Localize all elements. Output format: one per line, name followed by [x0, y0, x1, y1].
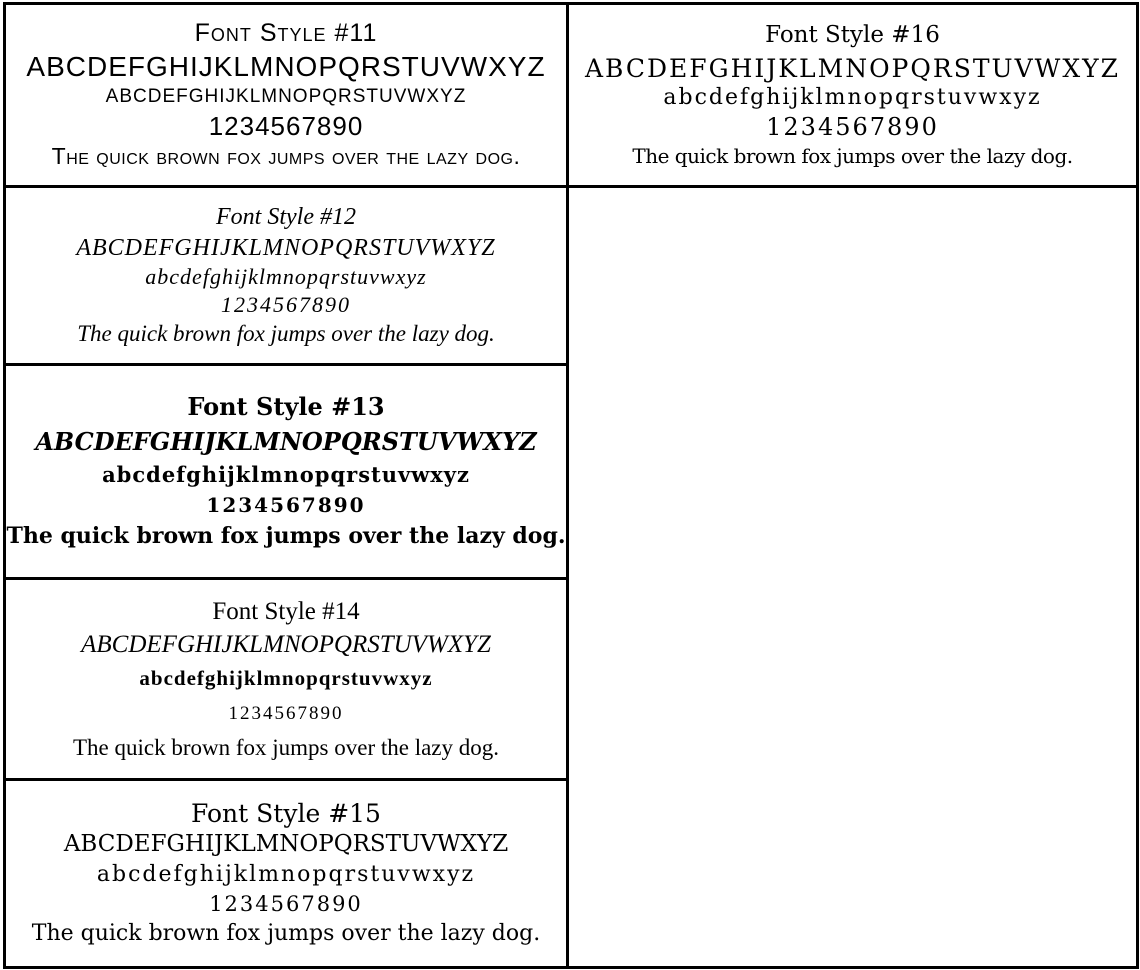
lowercase-alphabet: abcdefghijklmnopqrstuvwxyz	[663, 85, 1042, 111]
font-style-13-panel	[3, 363, 569, 580]
uppercase-alphabet: ABCDEFGHIJKLMNOPQRSTUVWXYZ	[584, 53, 1120, 83]
font-style-title: Font Style #12	[216, 204, 356, 231]
font-style-title: Font Style #13	[187, 392, 385, 422]
font-style-12-panel	[3, 185, 569, 366]
uppercase-alphabet: ABCDEFGHIJKLMNOPQRSTUVWXYZ	[76, 234, 496, 261]
empty-panel	[566, 185, 1139, 969]
lowercase-alphabet: abcdefghijklmnopqrstuvwxyz	[96, 862, 476, 888]
pangram-sample: The quick brown fox jumps over the lazy dog.	[6, 523, 566, 550]
lowercase-alphabet: abcdefghijklmnopqrstuvwxyz	[102, 462, 470, 488]
uppercase-alphabet: ABCDEFGHIJKLMNOPQRSTUVWXYZ	[63, 830, 509, 857]
digits-sample: 1234567890	[206, 493, 366, 518]
digits-sample: 1234567890	[228, 702, 344, 724]
pangram-sample: The quick brown fox jumps over the lazy dog.	[31, 921, 541, 947]
font-style-15-panel	[3, 778, 569, 969]
font-style-title: Font Style #16	[765, 22, 940, 49]
uppercase-alphabet: ABCDEFGHIJKLMNOPQRSTUVWXYZ	[26, 50, 546, 82]
font-style-title: Font Style #15	[191, 799, 381, 829]
lowercase-alphabet: abcdefghijklmnopqrstuvwxyz	[139, 665, 433, 690]
pangram-sample: The quick brown fox jumps over the lazy dog.	[72, 734, 500, 760]
lowercase-alphabet: ABCDEFGHIJKLMNOPQRSTUVWXYZ	[105, 85, 467, 107]
font-style-title: Font Style #14	[212, 597, 360, 625]
lowercase-alphabet: abcdefghijklmnopqrstuvwxyz	[145, 264, 427, 290]
pangram-sample: The quick brown fox jumps over the lazy dog.	[77, 321, 495, 347]
digits-sample: 1234567890	[766, 113, 939, 142]
pangram-sample: The quick brown fox jumps over the lazy dog.	[632, 143, 1073, 168]
font-style-title: Font Style #11	[194, 19, 378, 48]
uppercase-alphabet: ABCDEFGHIJKLMNOPQRSTUVWXYZ	[81, 631, 491, 659]
font-style-14-panel	[3, 577, 569, 781]
font-style-11-panel	[3, 2, 569, 188]
digits-sample: 1234567890	[221, 292, 351, 318]
font-style-16-panel	[566, 2, 1139, 188]
uppercase-alphabet: ABCDEFGHIJKLMNOPQRSTUVWXYZ	[35, 426, 537, 456]
pangram-sample: The quick brown fox jumps over the lazy dog.	[51, 143, 521, 170]
digits-sample: 1234567890	[209, 892, 363, 917]
digits-sample: 1234567890	[208, 110, 364, 141]
